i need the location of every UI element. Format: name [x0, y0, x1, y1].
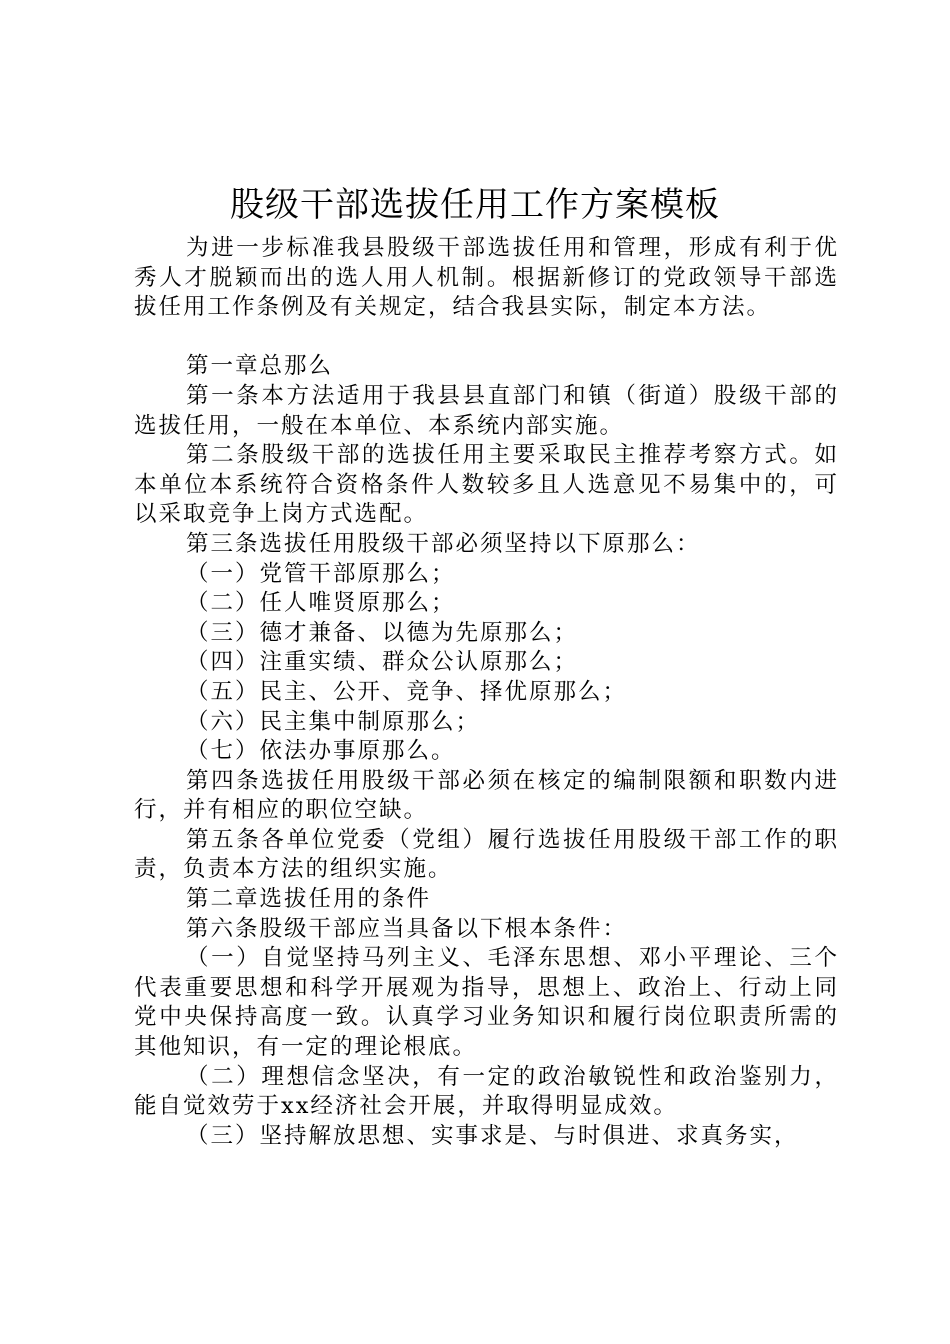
- list-item: （二）理想信念坚决，有一定的政治敏锐性和政治鉴别力，能自觉效劳于xx经济社会开展，并取得明显成效。: [134, 1063, 839, 1120]
- list-item: （一）自觉坚持马列主义、毛泽东思想、邓小平理论、三个代表重要思想和科学开展观为指导，思想上、政治上、行动上同党中央保持高度一致。认真学习业务知识和履行岗位职责所需的其他知识，有一定的理论根底。: [134, 945, 839, 1061]
- article-paragraph: 第三条选拔任用股级干部必须坚持以下原那么：: [186, 530, 701, 557]
- list-item: （三）坚持解放思想、实事求是、与时俱进、求真务实，: [186, 1122, 799, 1149]
- list-item: （四）注重实绩、群众公认原那么；: [186, 649, 579, 676]
- chapter-heading: 第一章总那么: [186, 353, 334, 380]
- list-item: （二）任人唯贤原那么；: [186, 590, 456, 617]
- document-body: [134, 234, 839, 1151]
- list-item: （七）依法办事原那么。: [186, 738, 456, 765]
- article-paragraph: 第六条股级干部应当具备以下根本条件：: [186, 915, 628, 942]
- list-item: （六）民主集中制原那么；: [186, 708, 481, 735]
- list-item: （三）德才兼备、以德为先原那么；: [186, 619, 579, 646]
- article-paragraph: 第二条股级干部的选拔任用主要采取民主推荐考察方式。如本单位本系统符合资格条件人数较多且人选意见不易集中的，可以采取竞争上岗方式选配。: [134, 442, 839, 528]
- list-item: （一）党管干部原那么；: [186, 560, 456, 587]
- article-paragraph: 第五条各单位党委（党组）履行选拔任用股级干部工作的职责，负责本方法的组织实施。: [134, 826, 839, 883]
- article-paragraph: 第一条本方法适用于我县县直部门和镇（街道）股级干部的选拔任用，一般在本单位、本系统内部实施。: [134, 382, 839, 439]
- paragraph-intro: 为进一步标准我县股级干部选拔任用和管理，形成有利于优秀人才脱颖而出的选人用人机制。根据新修订的党政领导干部选拔任用工作条例及有关规定，结合我县实际，制定本方法。: [134, 235, 839, 321]
- list-item: （五）民主、公开、竞争、择优原那么；: [186, 678, 628, 705]
- document-title: 股级干部选拔任用工作方案模板: [230, 185, 720, 225]
- article-paragraph: 第四条选拔任用股级干部必须在核定的编制限额和职数内进行，并有相应的职位空缺。: [134, 767, 839, 824]
- blank-line: [134, 323, 839, 353]
- chapter-heading: 第二章选拔任用的条件: [186, 886, 432, 913]
